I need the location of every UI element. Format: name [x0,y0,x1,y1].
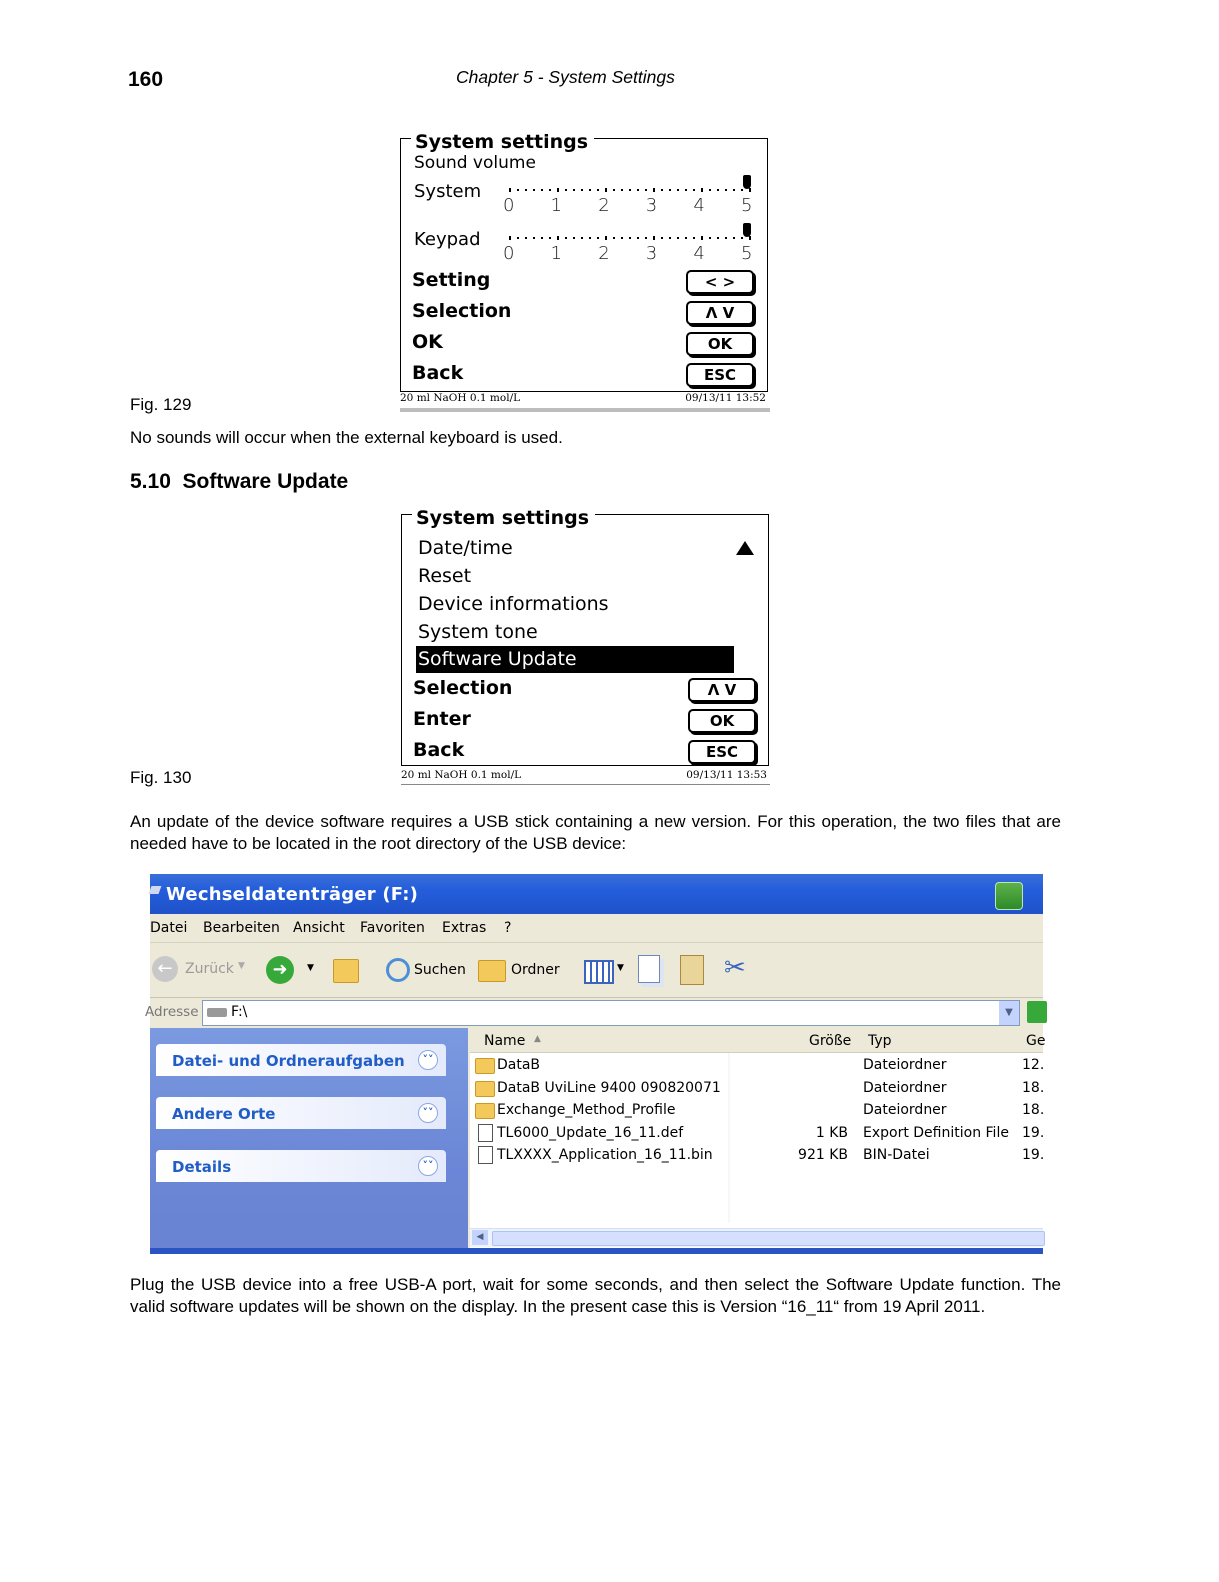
go-arrow-icon[interactable] [1027,1001,1047,1023]
scale-dot [573,189,575,191]
back-button[interactable] [150,955,250,985]
scale-tick-label: 3 [645,195,658,216]
file-type: BIN-Datei [863,1147,930,1163]
menu-favoriten[interactable]: Favoriten [360,920,425,936]
fig129-status-right: 09/13/11 13:52 [685,392,766,404]
window-icon [149,886,162,894]
scale-dot [637,237,639,239]
scale-dot [741,189,743,191]
scale-dot [565,237,567,239]
file-type: Dateiordner [863,1057,947,1073]
task-label: Andere Orte [172,1105,276,1123]
window-title: Wechseldatenträger (F:) [166,884,419,905]
horizontal-scrollbar[interactable] [470,1228,1043,1247]
file-name: DataB [497,1057,541,1073]
fig129-title: System settings [411,131,594,153]
scale-tick-label: 4 [693,243,705,264]
fig130-screen [401,507,769,766]
scale-tick-label: 3 [645,243,658,264]
folder-icon [475,1103,495,1119]
scale-dot [597,237,599,239]
ok-key-button[interactable]: OK [686,332,754,356]
selection-key-button[interactable]: Λ V [686,301,754,325]
scale-dot [509,236,511,240]
file-row[interactable] [470,1054,1043,1076]
scale-tick-label: 1 [550,195,563,216]
document-icon [478,1124,493,1142]
column-type[interactable]: Typ [868,1033,892,1049]
scale-dot [525,189,527,191]
fig130-selection-key-button[interactable]: Λ V [688,678,756,702]
file-type: Dateiordner [863,1102,947,1118]
scale-dot [573,237,575,239]
section-number: 5.10 [130,470,171,493]
keypad-volume-label: Keypad [414,229,481,250]
scale-dot [717,189,719,191]
scale-dot [637,189,639,191]
fig129-status-left: 20 ml NaOH 0.1 mol/L [400,392,521,404]
file-type: Export Definition File [863,1124,1009,1141]
drive-icon [207,1008,227,1017]
task-file-folder-tasks[interactable] [156,1044,446,1076]
scale-dot [669,189,671,191]
fig130-ok-key-button[interactable]: OK [688,709,756,733]
file-name: DataB UviLine 9400 090820071 [497,1079,721,1096]
system-volume-scale[interactable] [509,189,749,192]
file-date: 19. [1022,1147,1045,1163]
scale-tick-label: 4 [693,195,705,216]
file-name: TLXXXX_Application_16_11.bin [497,1147,713,1163]
scale-dot [709,189,711,191]
back-label: Zurück [185,961,234,977]
scale-dot [517,237,519,239]
menu-datei[interactable]: Datei [150,920,188,936]
window-bottom-border [150,1248,1043,1254]
address-label: Adresse [145,1004,199,1020]
scale-tick-label: 1 [550,243,563,264]
address-value: F:\ [231,1004,248,1020]
scale-dot [669,237,671,239]
scale-tick-label: 5 [741,195,753,216]
scale-dot [717,237,719,239]
scale-dot [741,237,743,239]
fig130-selection-label: Selection [413,677,513,699]
setting-label: Setting [412,269,491,291]
menu-help[interactable]: ? [504,920,512,936]
file-name: Exchange_Method_Profile [497,1102,676,1118]
instructions-paragraph: Plug the USB device into a free USB-A port, wait for some seconds, and then select the Software Update function. The valid software updates will be shown on the display. In the present case this is Version “16_11“ from 19 April 2011. [130,1275,1061,1316]
scale-dot [549,189,551,191]
keyboard-note: No sounds will occur when the external keyboard is used. [130,428,563,447]
file-date: 18. [1022,1102,1045,1118]
scale-dot [549,237,551,239]
menu-bearbeiten[interactable]: Bearbeiten [203,920,280,936]
scale-dot [645,189,647,191]
address-bar [145,998,1043,1028]
menu-item-software-update[interactable]: Software Update [418,648,577,670]
menu-item-system-tone[interactable]: System tone [418,621,538,643]
scale-dot [653,188,655,192]
copy-icon[interactable] [638,955,660,983]
fig130-caption: Fig. 130 [130,768,192,787]
fig129-statusbar [400,392,770,412]
back-dropdown-icon: ▼ [238,961,245,971]
scale-dot [597,189,599,191]
file-size: 1 KB [815,1124,848,1141]
file-date: 19. [1022,1124,1045,1141]
forward-arrow-icon[interactable]: ➜ [266,956,294,984]
scale-dot [581,237,583,239]
scale-tick-label: 2 [598,195,610,216]
update-intro-paragraph: An update of the device software requires a USB stick containing a new version. For this operation, the two files that are needed have to be located in the root directory of the USB device: [130,812,1061,853]
file-size: 921 KB [798,1147,848,1163]
menu-extras[interactable]: Extras [442,920,487,936]
column-date[interactable]: Ge [1026,1033,1046,1049]
scale-dot [677,237,679,239]
menu-item-device-informations[interactable]: Device informations [418,593,609,615]
keypad-volume-scale[interactable] [509,237,749,240]
chevron-down-icon[interactable]: ˅˅ [418,1156,438,1176]
scale-dot [685,189,687,191]
views-icon[interactable] [584,960,614,984]
back-arrow-icon: ← [152,956,178,982]
enter-label: Enter [413,708,471,730]
scale-dot [565,189,567,191]
fig130-status-left: 20 ml NaOH 0.1 mol/L [401,769,522,781]
page-number: 160 [128,68,164,91]
system-volume-label: System [414,181,482,202]
scale-dot [589,237,591,239]
file-name: TL6000_Update_16_11.def [497,1124,684,1141]
fig130-back-label: Back [413,739,465,761]
scale-tick-label: 5 [741,243,753,264]
scale-dot [621,237,623,239]
scale-tick-label: 0 [503,195,515,216]
sort-ascending-icon: ▲ [534,1034,541,1044]
scale-dot [629,237,631,239]
fig130-status-right: 09/13/11 13:53 [686,769,767,781]
scale-dot [517,189,519,191]
cut-icon[interactable]: ✂ [724,953,746,983]
back-label: Back [412,362,464,384]
scale-dot [693,189,695,191]
scale-dot [629,189,631,191]
task-label: Details [172,1158,232,1176]
file-row[interactable] [470,1077,1043,1099]
scale-dot [613,237,615,239]
views-dropdown-icon[interactable]: ▼ [617,963,624,973]
fig130-esc-key-button[interactable]: ESC [688,740,756,764]
keypad-volume-slider-knob[interactable] [743,223,751,237]
toolbar [150,943,1043,998]
scale-dot [621,189,623,191]
file-type: Dateiordner [863,1079,947,1096]
address-input[interactable] [202,1000,1020,1026]
file-date: 12. [1022,1057,1045,1073]
explorer-titlebar[interactable] [150,874,1043,914]
fig130-title: System settings [412,507,595,529]
binary-file-icon [478,1146,493,1164]
file-list-pane [470,1028,1046,1248]
chevron-down-icon[interactable]: ˅˅ [418,1050,438,1070]
search-icon[interactable] [386,958,410,982]
scale-dot [613,189,615,191]
folders-icon[interactable] [478,960,506,982]
scale-dot [605,188,607,192]
scale-dot [589,189,591,191]
scale-tick-label: 2 [598,243,610,264]
scale-dot [661,237,663,239]
search-label[interactable]: Suchen [414,962,466,978]
forward-dropdown-icon[interactable]: ▼ [307,963,314,973]
chevron-down-icon[interactable]: ˅˅ [418,1103,438,1123]
menu-ansicht[interactable]: Ansicht [293,920,345,936]
menu-item-reset[interactable]: Reset [418,565,472,587]
column-header [470,1028,1046,1053]
setting-key-button[interactable]: < > [686,270,754,294]
file-row[interactable] [470,1144,1043,1166]
scale-dot [733,237,735,239]
scale-dot [533,237,535,239]
scale-dot [749,236,751,240]
scale-dot [733,189,735,191]
paste-icon[interactable] [680,955,704,985]
explorer-window [145,874,1046,1254]
esc-key-button[interactable]: ESC [686,363,754,387]
scale-dot [709,237,711,239]
scale-dot [557,236,559,240]
ok-label: OK [412,331,443,353]
scroll-up-arrow-icon[interactable] [736,541,754,555]
fig130-statusbar [401,769,770,785]
scale-dot [685,237,687,239]
scale-dot [725,237,727,239]
scale-dot [677,189,679,191]
menu-item-date-time[interactable]: Date/time [418,537,513,559]
scale-dot [533,189,535,191]
task-details[interactable] [156,1150,446,1182]
scale-dot [701,236,703,240]
scale-dot [645,237,647,239]
chapter-title: Chapter 5 - System Settings [456,67,675,87]
folder-icon [475,1081,495,1097]
scale-dot [581,189,583,191]
scale-dot [509,188,511,192]
column-size[interactable]: Größe [809,1033,852,1049]
scale-dot [605,236,607,240]
scale-tick-label: 0 [503,243,515,264]
scale-dot [661,189,663,191]
file-date: 18. [1022,1079,1045,1096]
fig129-screen [400,131,768,392]
scale-dot [541,189,543,191]
column-name[interactable]: Name [484,1033,526,1049]
file-row[interactable] [470,1099,1043,1121]
scale-dot [541,237,543,239]
folders-label[interactable]: Ordner [511,962,560,978]
scale-dot [693,237,695,239]
scale-dot [525,237,527,239]
fig129-caption: Fig. 129 [130,395,192,414]
system-volume-slider-knob[interactable] [743,175,751,189]
task-other-places[interactable] [156,1097,446,1129]
task-label: Datei- und Ordneraufgaben [172,1052,405,1070]
fig129-subtitle: Sound volume [414,153,536,173]
menu-bar [150,914,1043,943]
windows-logo-icon [995,882,1023,910]
scale-dot [557,188,559,192]
scale-dot [653,236,655,240]
scroll-thumb[interactable] [492,1231,1045,1246]
section-title: Software Update [182,470,349,493]
folder-icon [475,1058,495,1074]
scale-dot [701,188,703,192]
section-heading [130,470,348,494]
scale-dot [725,189,727,191]
selection-label: Selection [412,300,512,322]
file-row[interactable] [470,1122,1043,1144]
folder-up-icon[interactable] [333,959,359,983]
address-dropdown-icon[interactable]: ▼ [999,1001,1019,1025]
scale-dot [749,188,751,192]
task-pane [150,1028,468,1248]
scroll-left-icon[interactable]: ◀ [472,1230,488,1245]
